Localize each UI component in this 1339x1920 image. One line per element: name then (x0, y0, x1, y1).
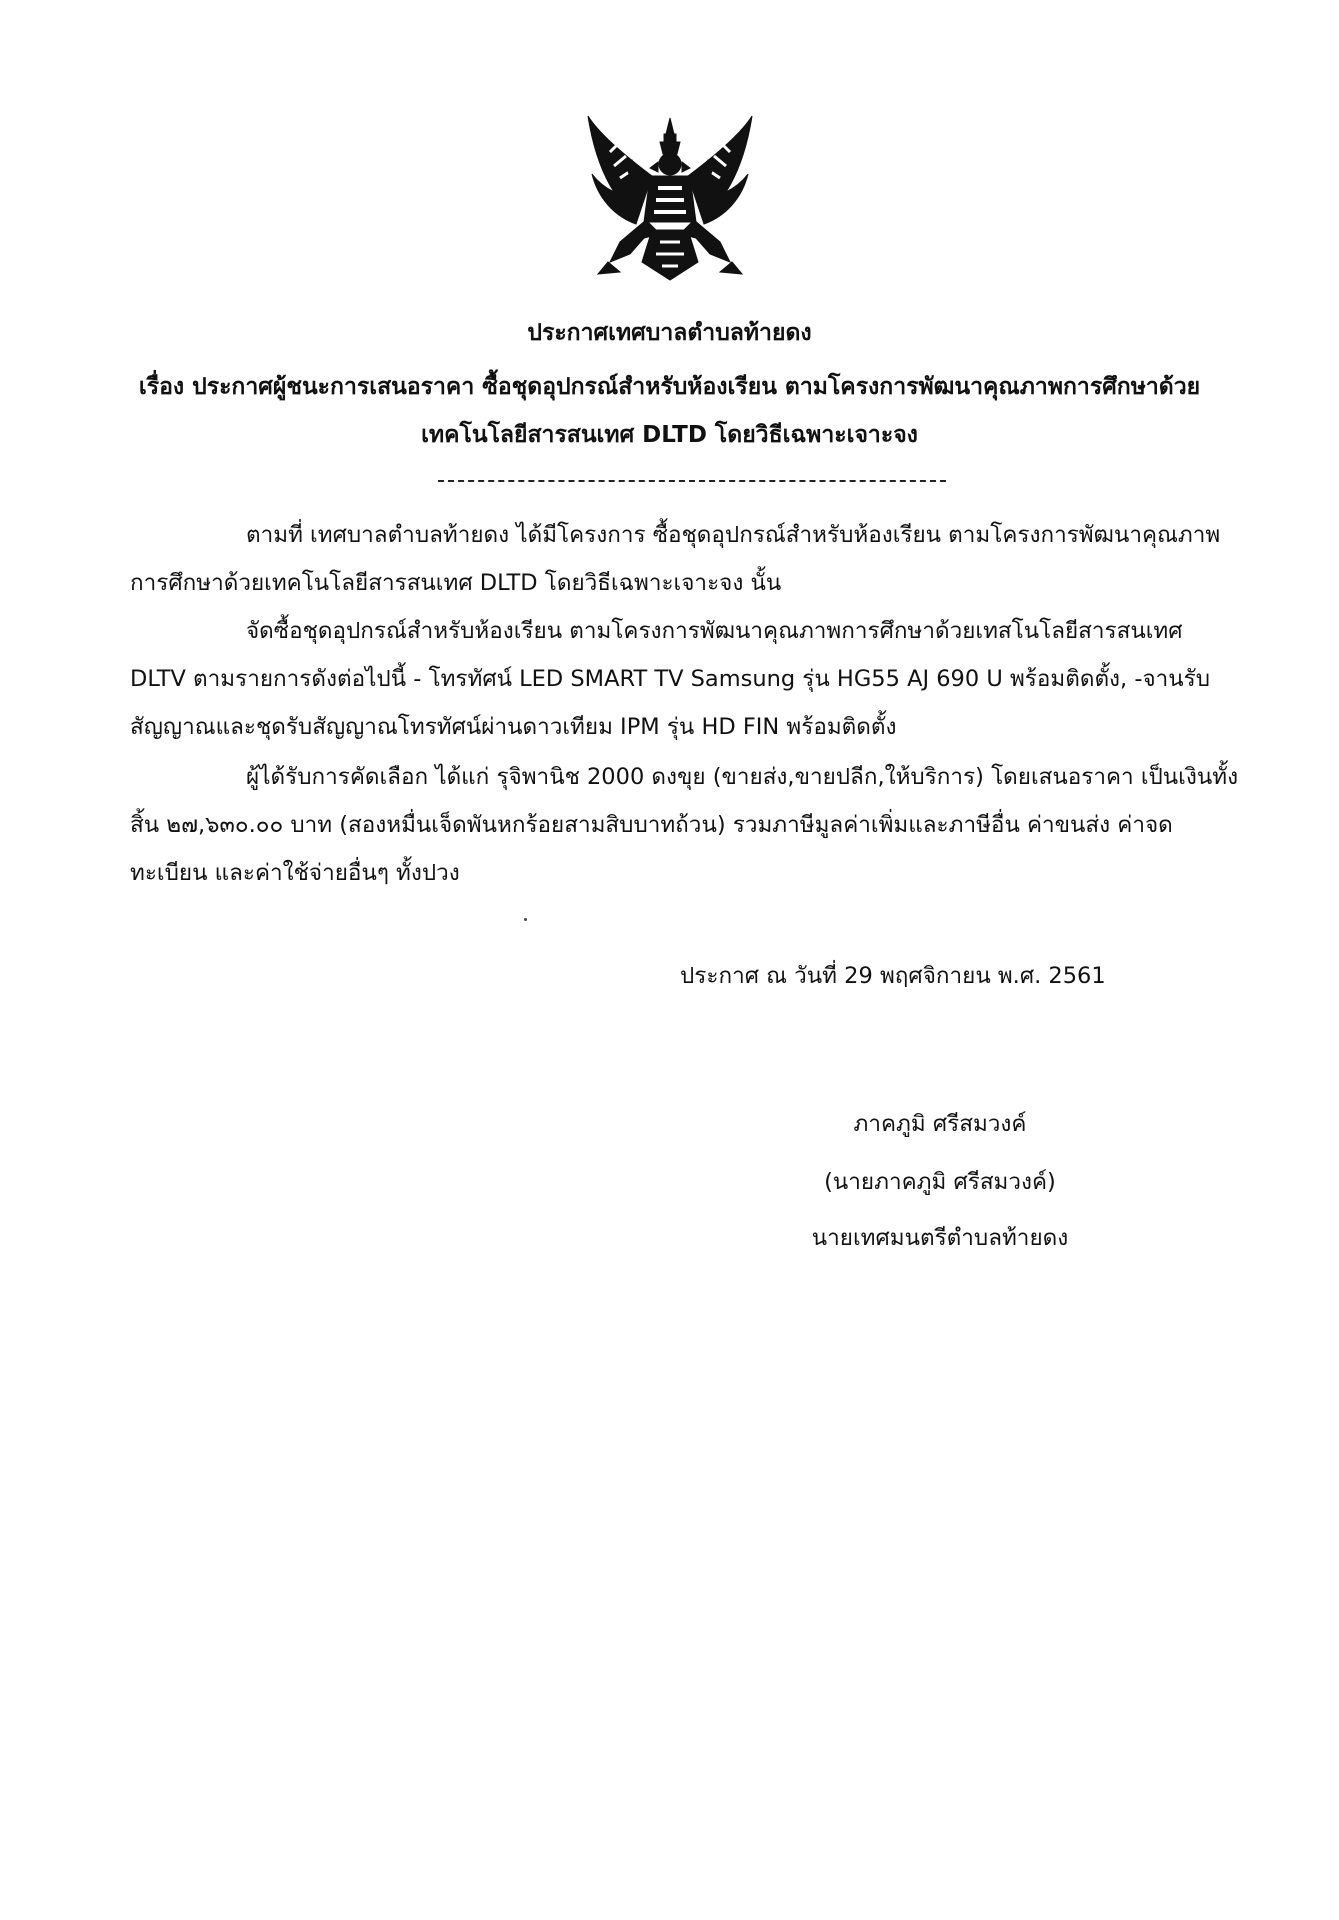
org-title: ประกาศเทศบาลตำบลท้ายดง (527, 320, 812, 346)
body-line: DLTV ตามรายการดังต่อไปนี้ - โทรทัศน์ LED SMART TV Samsung รุ่น HG55 AJ 690 U พร้อมติดตั้ง, -จานรับ (130, 666, 1211, 692)
title-divider (438, 480, 946, 482)
body-line: จัดซื้อชุดอุปกรณ์สำหรับห้องเรียน ตามโครงการพัฒนาคุณภาพการศึกษาด้วยเทสโนโลยีสารสนเทศ (246, 618, 1183, 644)
subject-line-2: เทคโนโลยีสารสนเทศ DLTD โดยวิธีเฉพาะเจาะจง (421, 422, 918, 448)
body-line: สิ้น ๒๗,๖๓๐.๐๐ บาท (สองหมื่นเจ็ดพันหกร้อยสามสิบบาทถ้วน) รวมภาษีมูลค่าเพิ่มและภาษีอื่น ค่าขนส่ง ค่าจด (130, 812, 1173, 838)
body-line: สัญญาณและชุดรับสัญญาณโทรทัศน์ผ่านดาวเทียม IPM รุ่น HD FIN พร้อมติดตั้ง (130, 714, 897, 740)
body-line: ทะเบียน และค่าใช้จ่ายอื่นๆ ทั้งปวง (130, 860, 460, 886)
garuda-emblem-icon (580, 112, 760, 292)
body-line: ตามที่ เทศบาลตำบลท้ายดง ได้มีโครงการ ซื้อชุดอุปกรณ์สำหรับห้องเรียน ตามโครงการพัฒนาคุณภาพ (246, 522, 1221, 548)
signed-name: ภาคภูมิ ศรีสมวงค์ (853, 1111, 1027, 1137)
body-line: ผู้ได้รับการคัดเลือก ได้แก่ รุจิพานิช 2000 ดงขุย (ขายส่ง,ขายปลีก,ให้บริการ) โดยเสนอราคา เป็นเงินทั้ง (246, 764, 1239, 790)
scan-speck (524, 918, 527, 921)
signatory-position: นายเทศมนตรีตำบลท้ายดง (811, 1225, 1069, 1251)
body-line: การศึกษาด้วยเทคโนโลยีสารสนเทศ DLTD โดยวิธีเฉพาะเจาะจง นั้น (130, 570, 782, 596)
announcement-date: ประกาศ ณ วันที่ 29 พฤศจิกายน พ.ศ. 2561 (680, 963, 1106, 989)
subject-line-1: เรื่อง ประกาศผู้ชนะการเสนอราคา ซื้อชุดอุปกรณ์สำหรับห้องเรียน ตามโครงการพัฒนาคุณภาพการศึกษาด้วย (138, 374, 1201, 400)
signatory-full-name: (นายภาคภูมิ ศรีสมวงค์) (824, 1169, 1056, 1195)
